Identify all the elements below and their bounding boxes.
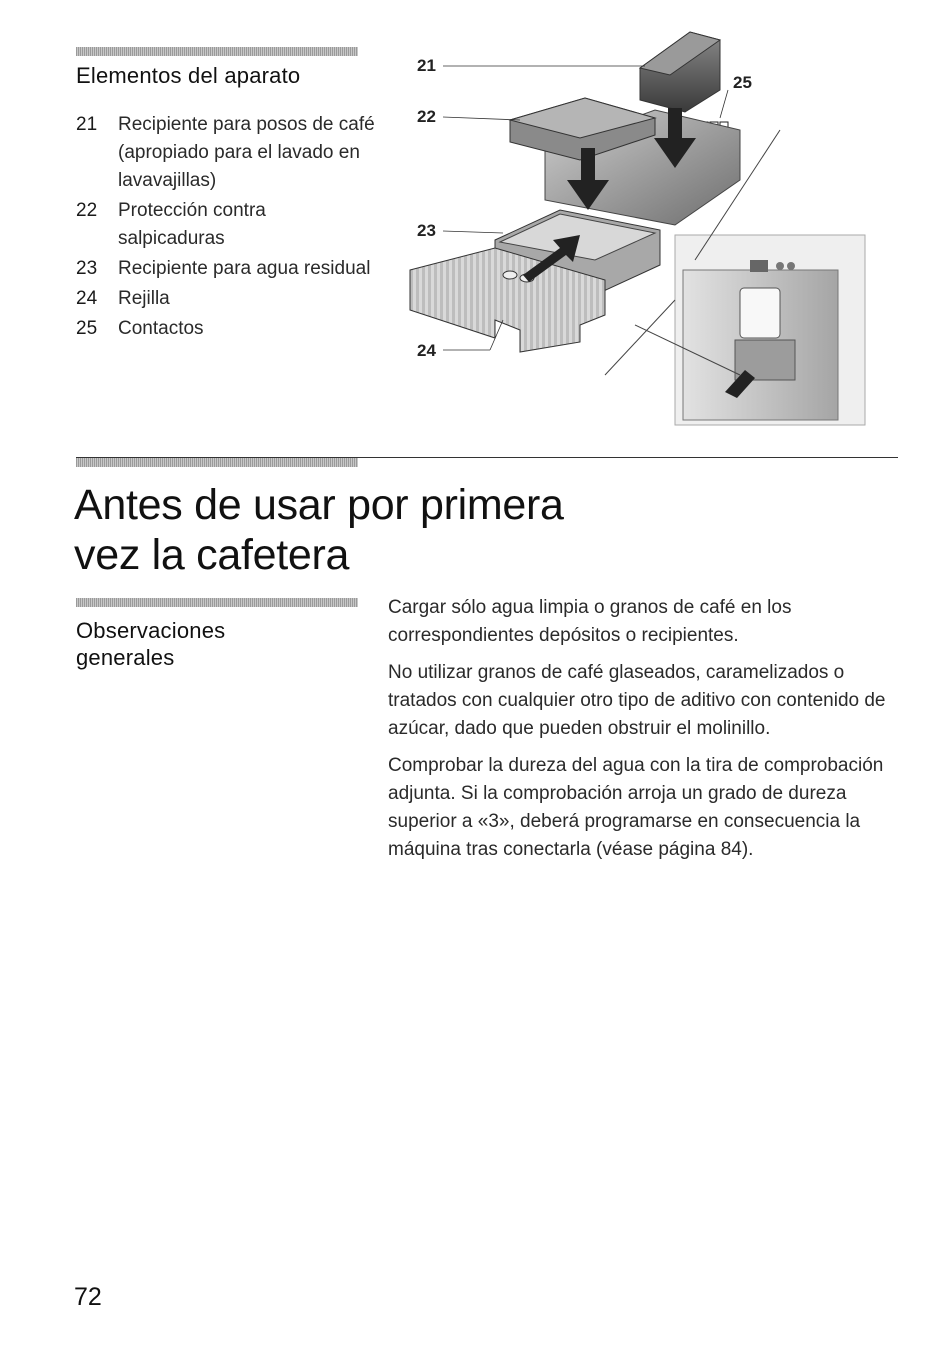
parts-list (76, 111, 376, 345)
list-item (76, 111, 376, 195)
callout-22: 22 (417, 107, 436, 126)
item-number: 22 (76, 200, 98, 221)
item-text: Recipiente para posos de café (apropiado para el lavado en lavavajillas) (118, 114, 375, 191)
heading-line-2: generales (76, 645, 175, 670)
item-number: 23 (76, 258, 98, 279)
paragraph: Cargar sólo agua limpia o granos de café en los correspondientes depósitos o recipientes. (388, 597, 792, 646)
section-divider-bar (76, 458, 358, 467)
item-text: Rejilla (118, 288, 170, 309)
item-text: Contactos (118, 318, 204, 339)
callout-25: 25 (733, 73, 752, 92)
item-number: 25 (76, 318, 98, 339)
callout-23: 23 (417, 221, 436, 240)
item-number: 21 (76, 114, 98, 135)
elements-heading: Elementos del aparato (76, 63, 301, 88)
title-line-2: vez la cafetera (74, 531, 350, 579)
grounds-container-illustration (640, 32, 720, 112)
list-item (76, 315, 376, 343)
heading-line-1: Observaciones (76, 618, 226, 643)
page-title (74, 480, 774, 580)
callout-21: 21 (417, 56, 436, 75)
title-line-1: Antes de usar por primera (74, 481, 564, 529)
section-divider-bar (76, 47, 358, 56)
section-divider-bar (76, 598, 358, 607)
paragraph: Comprobar la dureza del agua con la tira de comprobación adjunta. Si la comprobación arroja un grado de dureza superior a «3», deberá programarse en consecuencia la máquina tras conectarla (véase página 84). (388, 755, 884, 860)
paragraph: No utilizar granos de café glaseados, caramelizados o tratados con cualquier otro tipo de aditivo con contenido de azúcar, dado que pueden obstruir el molinillo. (388, 662, 886, 739)
item-number: 24 (76, 288, 98, 309)
list-item (76, 285, 376, 313)
general-notes-heading (76, 617, 225, 671)
page-number: 72 (74, 1283, 102, 1311)
item-text: Protección contra salpicaduras (118, 200, 266, 249)
list-item (76, 197, 376, 253)
item-text: Recipiente para agua residual (118, 258, 371, 279)
horizontal-rule (76, 457, 898, 458)
callout-24: 24 (417, 341, 436, 360)
general-notes-body (388, 594, 898, 873)
coffee-machine-parts-diagram (395, 30, 875, 430)
list-item (76, 255, 376, 283)
